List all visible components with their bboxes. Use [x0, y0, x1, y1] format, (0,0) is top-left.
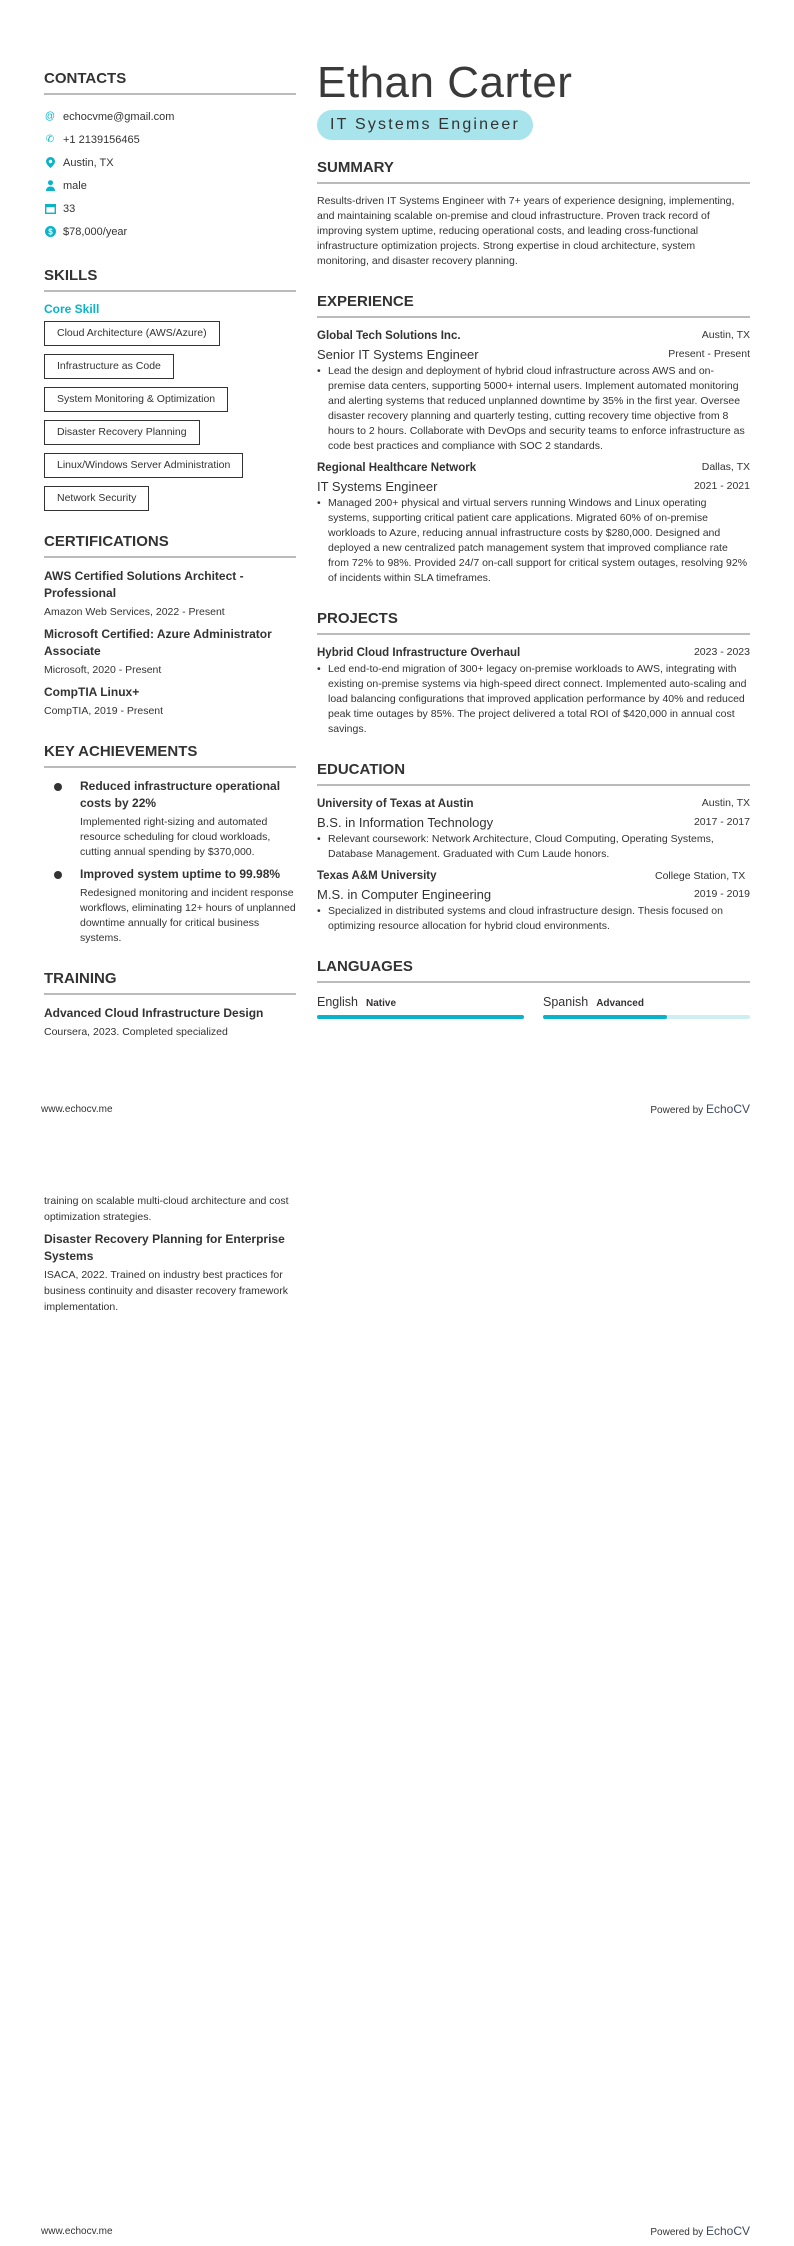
language-item: English Native [317, 993, 524, 1019]
cert-title: CompTIA Linux+ [44, 685, 140, 699]
certifications-heading: CERTIFICATIONS [44, 533, 296, 558]
bullet-dot-icon [54, 783, 62, 791]
education-dates: 2017 - 2017 [693, 816, 750, 828]
footer-website[interactable]: www.echocv.me [41, 2226, 113, 2237]
job-role: IT Systems Engineer [317, 479, 438, 494]
school-location: College Station, TX [655, 870, 746, 882]
contact-phone: ✆ +1 2139156465 [45, 133, 140, 146]
training-title: Advanced Cloud Infrastructure Design [44, 1006, 264, 1020]
phone-icon: ✆ [45, 134, 55, 145]
page-2 [0, 1123, 794, 2246]
project-name: Hybrid Cloud Infrastructure Overhaul [317, 647, 521, 659]
right-column [317, 0, 750, 1019]
education-item [317, 868, 750, 934]
skills-list [44, 321, 296, 519]
skill-tag: System Monitoring & Optimization [44, 387, 228, 412]
degree: B.S. in Information Technology [317, 815, 494, 830]
skill-tag: Cloud Architecture (AWS/Azure) [44, 321, 220, 346]
contact-age: 33 [44, 197, 296, 220]
training-desc: training on scalable multi-cloud architecture and cost optimization strategies. [44, 1195, 289, 1223]
bullet-dot-icon [54, 871, 62, 879]
training-heading: TRAINING [44, 970, 296, 995]
left-column-continued [44, 1193, 296, 1321]
languages-heading: LANGUAGES [317, 958, 750, 983]
training-title: Disaster Recovery Planning for Enterprise Systems [44, 1232, 285, 1263]
dollar-icon [44, 226, 56, 238]
skill-tag: Linux/Windows Server Administration [44, 453, 243, 478]
left-column [44, 70, 296, 1046]
language-level-fill [317, 1015, 524, 1019]
contact-email: @ echocvme@gmail.com [44, 110, 175, 123]
school-location: Austin, TX [701, 797, 750, 809]
school-name: University of Texas at Austin [317, 798, 474, 810]
project-dates: 2023 - 2023 [693, 646, 750, 658]
cert-issuer: CompTIA, 2019 - Present [44, 705, 164, 717]
job-dates: Present - Present [668, 348, 750, 360]
experience-heading: EXPERIENCE [317, 293, 750, 318]
skill-tag: Infrastructure as Code [44, 354, 174, 379]
cert-title: AWS Certified Solutions Architect - Professional [44, 569, 244, 600]
job-location: Dallas, TX [701, 461, 750, 473]
certifications-list [44, 568, 296, 719]
job-title-badge: IT Systems Engineer [317, 110, 533, 140]
skill-group-title: Core Skill [44, 302, 100, 316]
language-level-bar [543, 1015, 750, 1019]
contact-location: Austin, TX [44, 151, 296, 174]
contacts-list [44, 105, 296, 243]
job-dates: 2021 - 2021 [693, 480, 750, 492]
location-icon [44, 157, 56, 169]
footer-website[interactable]: www.echocv.me [41, 1104, 113, 1115]
contact-salary: $ $78,000/year [44, 220, 296, 243]
language-level-fill [543, 1015, 667, 1019]
footer-powered-by: Powered by EchoCV [650, 2224, 750, 2238]
cert-title: Microsoft Certified: Azure Administrator Associate [44, 627, 272, 658]
language-item: Spanish Advanced [543, 993, 750, 1019]
bullet-icon: • [317, 833, 321, 845]
company-name: Global Tech Solutions Inc. [317, 330, 461, 342]
company-name: Regional Healthcare Network [317, 462, 477, 474]
footer-powered-by: Powered by EchoCV [650, 1102, 750, 1116]
projects-heading: PROJECTS [317, 610, 750, 635]
bullet-icon: • [317, 905, 321, 917]
summary-heading: SUMMARY [317, 159, 750, 184]
job-description: Managed 200+ physical and virtual servers running Windows and Linux operating systems, supporting critical patient care applications. Migrated 60% of on-premise workloads to Azure, reducing annual infrastructure costs by $280,000. Designed and deployed a new centralized patch management system that improved compliance rate from 72% to 98%. Provided 24/7 on-call support for critical system outages, resolving 92% of incidents within SLA timeframes. [328, 497, 748, 584]
contacts-heading: CONTACTS [44, 70, 296, 95]
bullet-icon: • [317, 365, 321, 377]
education-description: Specialized in distributed systems and cloud infrastructure design. Thesis focused on optimizing resource allocation for hybrid cloud environments. [328, 905, 723, 932]
degree: M.S. in Computer Engineering [317, 887, 492, 902]
school-name: Texas A&M University [317, 870, 437, 882]
person-icon [44, 180, 56, 192]
at-icon: @ [44, 111, 56, 122]
experience-item [317, 460, 750, 586]
achievement-item: Reduced infrastructure operational costs by 22% Implemented right-sizing and automated resource scheduling for cloud workloads, cutting annual spending by $370,000. [44, 778, 296, 860]
job-role: Senior IT Systems Engineer [317, 347, 479, 362]
achievements-list [44, 778, 296, 946]
job-description: Lead the design and deployment of hybrid cloud infrastructure across AWS and on-premise data centers, supporting 5000+ internal users. Implement automated monitoring and alerting systems that reduced unplanned downtime by 35% in the first year. Oversee disaster recovery planning and quarterly testing, cutting recovery time objective from 8 hours to 2 hours. Collaborate with DevOps and security teams to enforce infrastructure as code best practices and compliance with SOC 2 standards. [328, 365, 745, 452]
calendar-icon [44, 203, 56, 215]
project-description: Led end-to-end migration of 300+ legacy on-premise workloads to AWS, integrating with existing on-premise systems via high-speed direct connect. Implemented auto-scaling and load balancing configurations that improved application performance by 40% and reduced peak time outages by 85%. The project delivered a total ROI of $420,000 in annual cost savings. [328, 663, 747, 735]
skills-heading: SKILLS [44, 267, 296, 292]
achievements-heading: KEY ACHIEVEMENTS [44, 743, 296, 768]
project-item [317, 645, 750, 737]
bullet-icon: • [317, 497, 321, 509]
cert-issuer: Amazon Web Services, 2022 - Present [44, 606, 225, 618]
svg-text:$: $ [47, 227, 53, 237]
training-desc: ISACA, 2022. Trained on industry best practices for business continuity and disaster recovery framework implementation. [44, 1269, 288, 1313]
experience-item [317, 328, 750, 454]
achievement-item: Improved system uptime to 99.98% Redesigned monitoring and incident response workflows, eliminating 12+ hours of unplanned downtime annually for critical business systems. [44, 866, 296, 946]
skill-tag: Disaster Recovery Planning [44, 420, 200, 445]
education-item [317, 796, 750, 862]
education-heading: EDUCATION [317, 761, 750, 786]
contact-gender: male [44, 174, 296, 197]
bullet-icon: • [317, 663, 321, 675]
training-desc: Coursera, 2023. Completed specialized [44, 1026, 228, 1038]
summary-text: Results-driven IT Systems Engineer with 7+ years of experience designing, implementing, and maintaining scalable on-premise and cloud infrastructure. Proven track record of improving system uptime, reducing operational costs, and leading cross-functional infrastructure optimization projects. Strong expertise in cloud architecture, system monitoring, and disaster recovery planning. [317, 195, 735, 267]
skill-tag: Network Security [44, 486, 149, 511]
language-level-bar [317, 1015, 524, 1019]
education-description: Relevant coursework: Network Architecture, Cloud Computing, Operating Systems, Database Management. Graduated with Cum Laude honors. [328, 833, 714, 860]
candidate-name: Ethan Carter [317, 58, 573, 107]
education-dates: 2019 - 2019 [693, 888, 750, 900]
cert-issuer: Microsoft, 2020 - Present [44, 664, 162, 676]
job-location: Austin, TX [701, 329, 750, 341]
languages-list [317, 993, 750, 1019]
